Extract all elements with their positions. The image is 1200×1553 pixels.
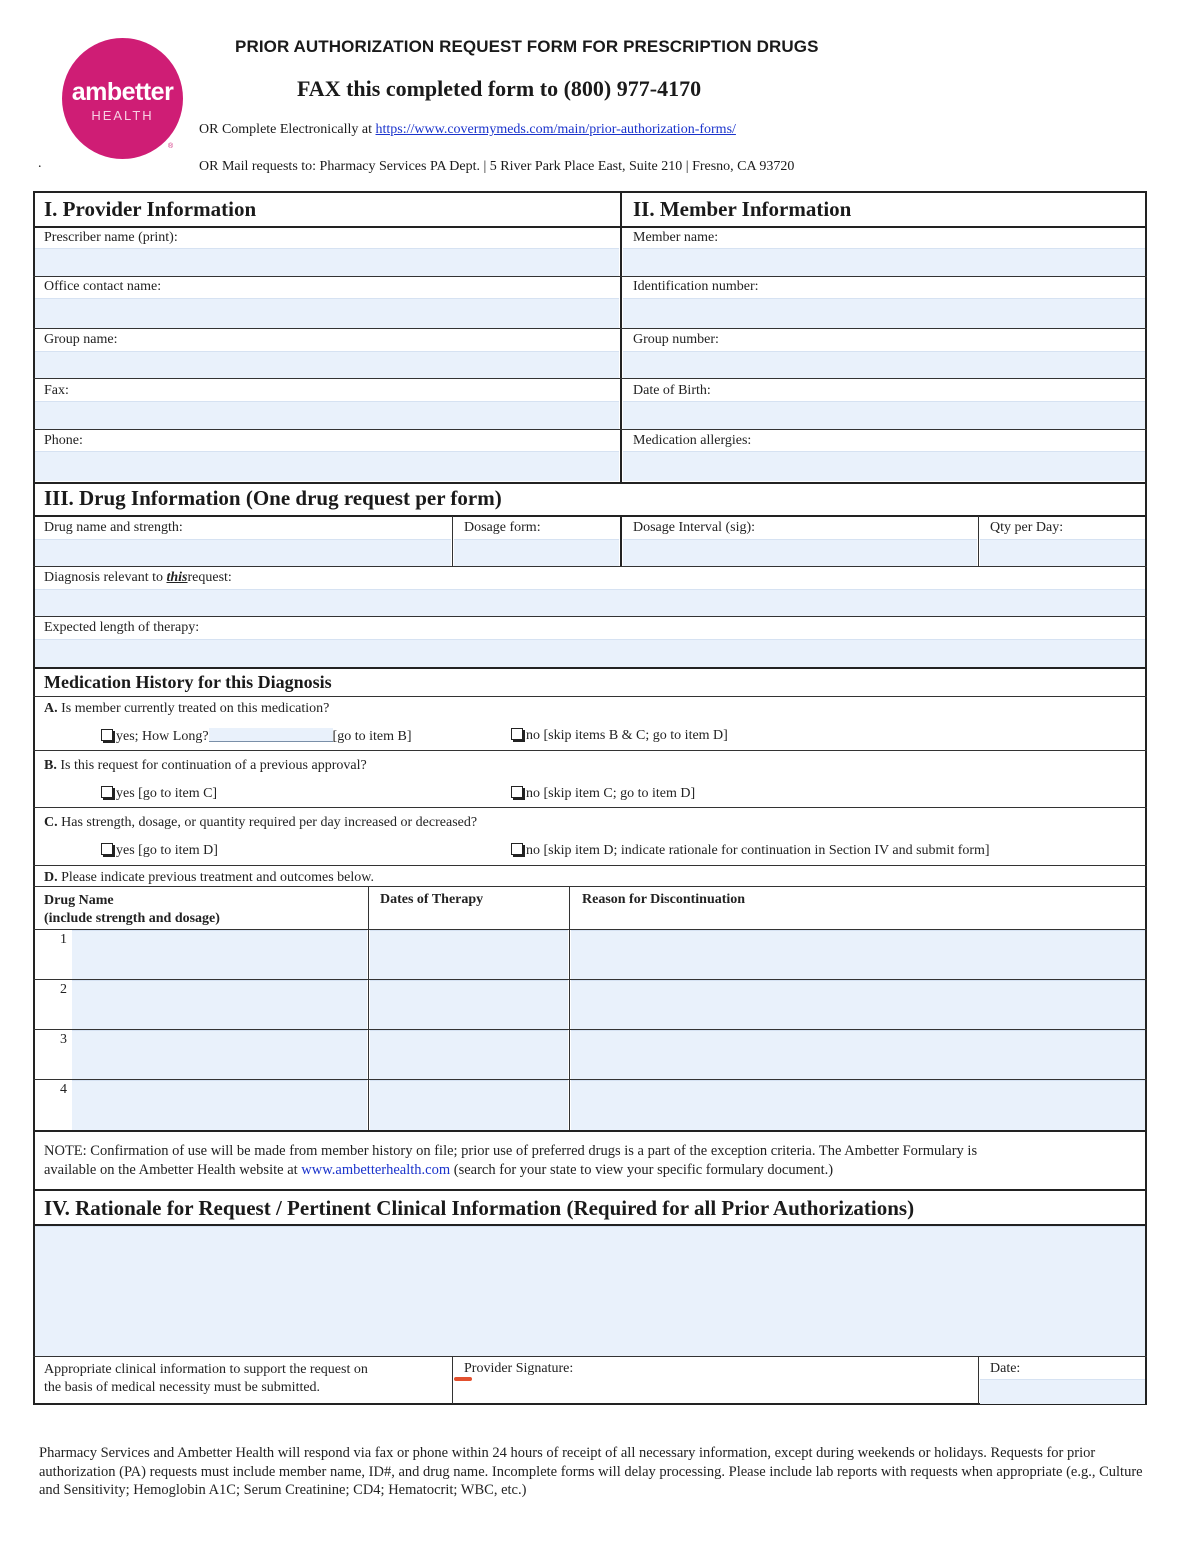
question-b-text: Is this request for continuation of a previous approval? <box>60 758 367 773</box>
checkbox-icon[interactable] <box>511 843 523 855</box>
group-number-field[interactable] <box>623 351 1145 378</box>
col-drug-name-line2: (include strength and dosage) <box>44 911 220 926</box>
row-number: 2 <box>60 982 67 997</box>
member-name-label: Member name: <box>633 230 719 245</box>
logo-sub: HEALTH <box>91 108 154 123</box>
divider <box>33 1189 1147 1191</box>
col-reason-discontinuation: Reason for Discontinuation <box>582 892 746 907</box>
checkbox-icon[interactable] <box>101 843 113 855</box>
divider <box>33 886 1147 887</box>
history-drug-field[interactable] <box>72 1080 367 1130</box>
question-c-yes-label: yes [go to item D] <box>116 843 218 858</box>
col-drug-name-line1: Drug Name <box>44 893 114 908</box>
history-drug-field[interactable] <box>72 1030 367 1079</box>
rationale-field[interactable] <box>35 1226 1145 1356</box>
history-dates-field[interactable] <box>370 930 568 979</box>
history-drug-field[interactable] <box>72 980 367 1029</box>
checkbox-icon[interactable] <box>101 786 113 798</box>
prescriber-name-field[interactable] <box>35 248 619 276</box>
divider <box>33 865 1147 866</box>
covermymeds-link[interactable]: https://www.covermymeds.com/main/prior-authorization-forms/ <box>375 122 736 137</box>
question-c-no[interactable] <box>511 843 990 859</box>
allergies-field[interactable] <box>623 451 1145 481</box>
divider <box>33 1130 1147 1132</box>
office-contact-label: Office contact name: <box>44 279 162 294</box>
question-c-no-label: no [skip item D; indicate rationale for continuation in Section IV and submit form] <box>526 843 990 858</box>
divider <box>33 276 1147 277</box>
divider <box>33 1356 1147 1357</box>
mail-line: OR Mail requests to: Pharmacy Services PA Dept. | 5 River Park Place East, Suite 210 | Fresno, CA 93720 <box>199 159 795 174</box>
divider <box>33 429 1147 430</box>
qty-per-day-field[interactable] <box>980 539 1145 566</box>
dosage-form-label: Dosage form: <box>464 520 541 535</box>
history-reason-field[interactable] <box>571 1030 1145 1079</box>
diagnosis-label <box>44 570 232 586</box>
divider <box>33 696 1147 697</box>
question-a-yes[interactable] <box>101 728 411 745</box>
question-a-yes-label: yes; How Long? <box>116 729 209 744</box>
clinical-note-line1: Appropriate clinical information to support the request on <box>44 1362 368 1377</box>
question-b-no-label: no [skip item C; go to item D] <box>526 786 696 801</box>
member-name-field[interactable] <box>623 248 1145 276</box>
electronic-line <box>199 122 736 138</box>
question-b <box>44 758 367 774</box>
col-drug-name <box>44 892 220 928</box>
member-heading: II. Member Information <box>633 197 852 221</box>
history-heading: Medication History for this Diagnosis <box>44 672 332 692</box>
therapy-length-label: Expected length of therapy: <box>44 620 200 635</box>
history-drug-field[interactable] <box>72 930 367 979</box>
drug-name-field[interactable] <box>35 539 451 566</box>
signature-field[interactable] <box>454 1378 977 1403</box>
row-number: 3 <box>60 1032 67 1047</box>
how-long-field[interactable] <box>209 728 333 742</box>
question-d-text: Please indicate previous treatment and outcomes below. <box>61 870 374 885</box>
history-reason-field[interactable] <box>571 930 1145 979</box>
divider <box>978 1357 979 1404</box>
diagnosis-emphasis: this <box>166 570 188 585</box>
diagnosis-field[interactable] <box>35 589 1145 616</box>
question-c-yes[interactable] <box>101 843 218 859</box>
dosage-interval-field[interactable] <box>623 539 977 566</box>
date-field[interactable] <box>980 1379 1145 1404</box>
group-number-label: Group number: <box>633 332 719 347</box>
question-c-text: Has strength, dosage, or quantity required per day increased or decreased? <box>61 815 478 830</box>
dob-label: Date of Birth: <box>633 383 711 398</box>
checkbox-icon[interactable] <box>101 729 113 741</box>
group-name-label: Group name: <box>44 332 118 347</box>
fax-line: FAX this completed form to (800) 977-4170 <box>297 76 702 101</box>
question-b-yes[interactable] <box>101 786 217 802</box>
question-c <box>44 815 477 831</box>
note-suffix: (search for your state to view your specific formulary document.) <box>453 1162 834 1178</box>
divider <box>452 516 453 566</box>
question-a-no[interactable] <box>511 728 728 744</box>
footer-text: Pharmacy Services and Ambetter Health will respond via fax or phone within 24 hours of receipt of all necessary information, except during weekends or holidays. Requests for prior authorization (PA) requests must include member name, ID#, and drug name. Incomplete forms will delay processing. Please include lab reports with requests when appropriate (e.g., Culture and Sensitivity; Hemoglobin A1C; Serum Creatinine; CD4; Hematocrit; WBC, etc.) <box>39 1445 1143 1498</box>
prescriber-label: Prescriber name (print): <box>44 230 178 245</box>
divider <box>368 887 369 1130</box>
electronic-prefix: OR Complete Electronically at <box>199 122 373 137</box>
question-a <box>44 701 329 717</box>
question-a-letter: A. <box>44 701 58 716</box>
rationale-heading: IV. Rationale for Request / Pertinent Clinical Information (Required for all Prior Authorizations) <box>44 1196 915 1220</box>
clinical-note-line2: the basis of medical necessity must be submitted. <box>44 1380 321 1395</box>
logo-registered-mark: ® <box>168 143 174 150</box>
dosage-form-field[interactable] <box>454 539 619 566</box>
divider <box>33 616 1147 617</box>
divider <box>33 807 1147 808</box>
dosage-interval-label: Dosage Interval (sig): <box>633 520 756 535</box>
divider <box>978 516 979 566</box>
note-line1: NOTE: Confirmation of use will be made from member history on file; prior use of preferred drugs is a part of the exception criteria. The Ambetter Formulary is <box>44 1143 978 1159</box>
question-a-yes-hint: [go to item B] <box>332 729 412 744</box>
col-dates-of-therapy: Dates of Therapy <box>380 892 484 907</box>
question-a-text: Is member currently treated on this medication? <box>61 701 330 716</box>
drug-heading: III. Drug Information (One drug request per form) <box>44 486 502 510</box>
clinical-note <box>44 1361 368 1397</box>
checkbox-icon[interactable] <box>511 786 523 798</box>
divider <box>33 750 1147 751</box>
row-number: 1 <box>60 932 67 947</box>
allergies-label: Medication allergies: <box>633 433 752 448</box>
history-dates-field[interactable] <box>370 980 568 1029</box>
note-line2 <box>44 1161 1139 1180</box>
note-prefix: available on the Ambetter Health website at <box>44 1162 298 1178</box>
question-d-letter: D. <box>44 870 58 885</box>
question-c-letter: C. <box>44 815 58 830</box>
question-b-no[interactable] <box>511 786 695 802</box>
office-contact-field[interactable] <box>35 298 619 328</box>
divider <box>569 887 570 1130</box>
qty-per-day-label: Qty per Day: <box>990 520 1064 535</box>
history-dates-field[interactable] <box>370 1080 568 1130</box>
diagnosis-prefix: Diagnosis relevant to <box>44 570 163 585</box>
stray-dot: . <box>38 156 42 171</box>
history-dates-field[interactable] <box>370 1030 568 1079</box>
row-number: 4 <box>60 1082 67 1097</box>
fax-field[interactable] <box>35 401 619 429</box>
dob-field[interactable] <box>623 401 1145 429</box>
history-reason-field[interactable] <box>571 1080 1145 1130</box>
divider <box>33 566 1147 567</box>
ambetter-logo <box>62 38 183 159</box>
divider <box>33 226 1147 228</box>
divider <box>33 667 1147 669</box>
question-b-yes-label: yes [go to item C] <box>116 786 218 801</box>
divider <box>33 378 1147 379</box>
formulary-note <box>44 1142 1139 1180</box>
drug-name-label: Drug name and strength: <box>44 520 183 535</box>
checkbox-icon[interactable] <box>511 728 523 740</box>
identification-field[interactable] <box>623 298 1145 328</box>
divider <box>620 191 622 483</box>
group-name-field[interactable] <box>35 351 619 378</box>
provider-heading: I. Provider Information <box>44 197 257 221</box>
identification-label: Identification number: <box>633 279 759 294</box>
history-reason-field[interactable] <box>571 980 1145 1029</box>
divider <box>33 482 1147 484</box>
question-b-letter: B. <box>44 758 57 773</box>
phone-label: Phone: <box>44 433 83 448</box>
ambetter-link[interactable]: www.ambetterhealth.com <box>301 1162 451 1178</box>
question-d <box>44 870 374 886</box>
therapy-length-field[interactable] <box>35 639 1145 667</box>
question-a-no-label: no [skip items B & C; go to item D] <box>526 728 728 743</box>
divider <box>33 515 1147 517</box>
logo-word: ambetter <box>71 78 174 106</box>
fax-label: Fax: <box>44 383 69 398</box>
phone-field[interactable] <box>35 451 619 481</box>
diagnosis-suffix: request: <box>187 570 232 585</box>
divider <box>452 1357 453 1404</box>
form-title: PRIOR AUTHORIZATION REQUEST FORM FOR PRESCRIPTION DRUGS <box>235 37 819 56</box>
divider <box>33 328 1147 329</box>
date-label: Date: <box>990 1361 1021 1376</box>
divider <box>620 516 622 566</box>
signature-label: Provider Signature: <box>464 1361 574 1376</box>
